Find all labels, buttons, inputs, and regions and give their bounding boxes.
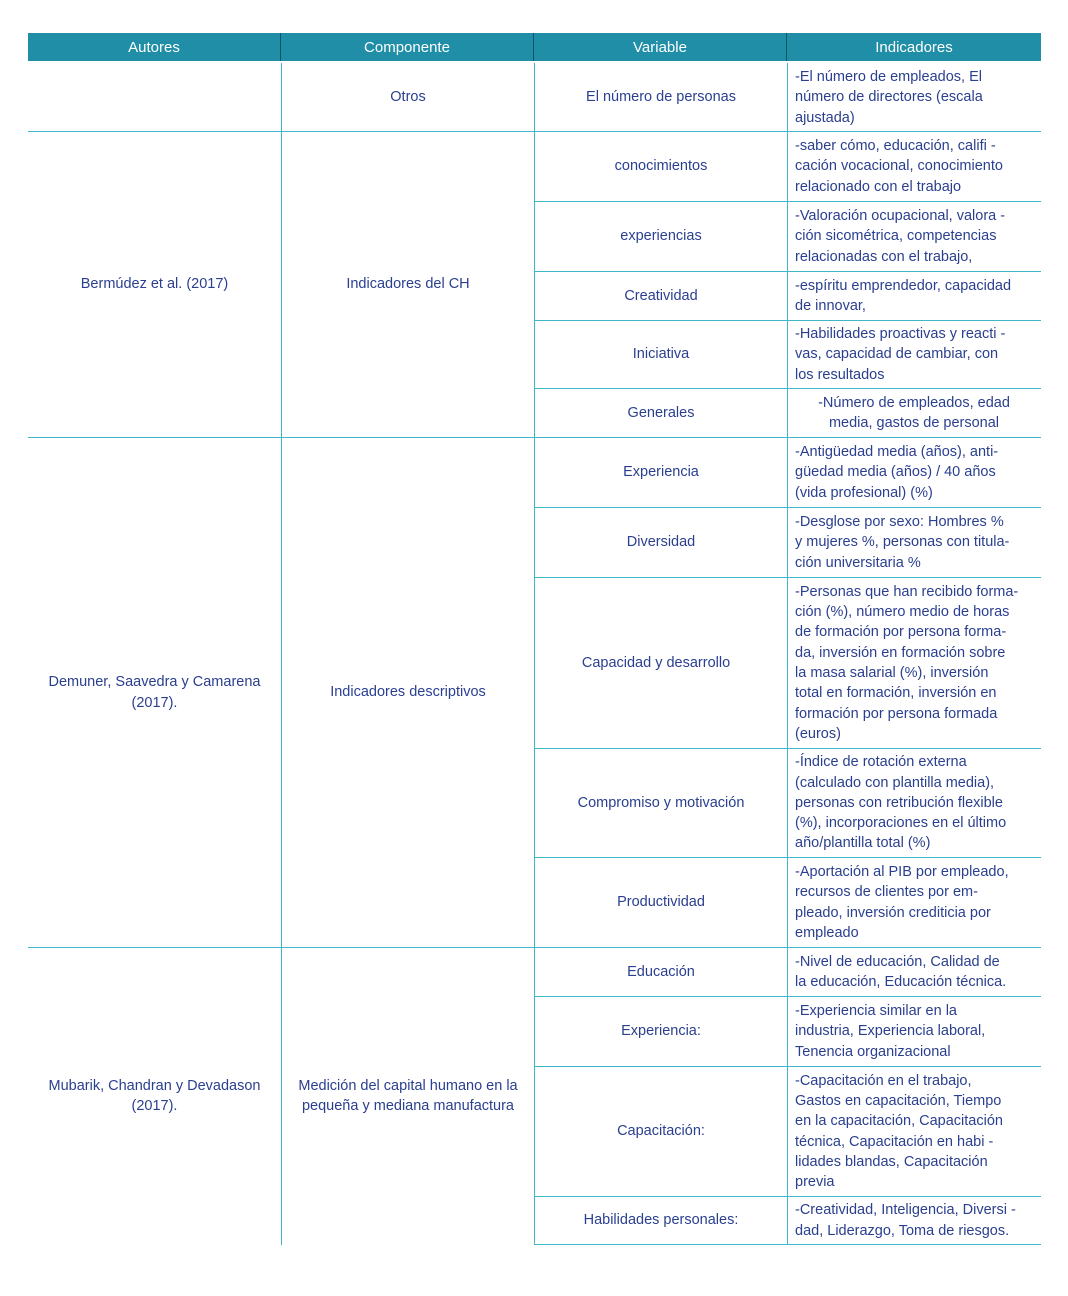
indicadores-cell: -Capacitación en el trabajo, Gastos en capacitación, Tiempo en la capacitación, Capacitación técnica, Capacitación en habi - lidades blandas, Capacitación previa [795,1072,1003,1191]
header-componente: Componente [281,33,534,61]
row-divider [534,1244,1041,1245]
variable-cell: Creatividad [624,287,698,304]
variable-cell: Compromiso y motivación [577,794,745,811]
componente-cell: Medición del capital humano en la pequeña y mediana manufactura [298,1077,518,1114]
variable-cell: conocimientos [614,158,708,175]
variable-cell: Diversidad [626,534,696,551]
variable-cell: Generales [627,404,695,421]
variable-cell: Productividad [617,894,705,911]
variable-cell: El número de personas [586,89,736,106]
variable-cell: Habilidades personales: [583,1212,739,1229]
indicadores-cell: -saber cómo, educación, califi - cación vocacional, conocimiento relacionado con el trabajo [795,138,1003,195]
variable-cell: Capacitación: [617,1123,705,1140]
indicadores-cell: -Personas que han recibido forma- ción (%), número medio de horas de formación por persona forma- da, inversión en formación sobre la masa salarial (%), inversión total en formación, inversión en formación por persona formada (euros) [795,583,1019,742]
indicadores-cell: -Desglose por sexo: Hombres % y mujeres %, personas con titula- ción universitaria % [795,514,1010,571]
indicadores-cell: -espíritu emprendedor, capacidad de innovar, [795,277,1012,314]
indicadores-cell: -Índice de rotación externa (calculado con plantilla media), personas con retribución flexible (%), incorporaciones en el último año/plantilla total (%) [795,754,1007,852]
variable-cell: Experiencia: [621,1023,701,1040]
componente-cell: Otros [390,89,426,106]
indicadores-cell: -Nivel de educación, Calidad de la educación, Educación técnica. [795,953,1007,990]
componente-cell: Indicadores del CH [346,276,470,293]
variable-cell: Experiencia [623,464,699,481]
variable-cell: experiencias [620,228,702,245]
header-indicadores: Indicadores [787,33,1041,61]
indicadores-cell: -Valoración ocupacional, valora - ción sicométrica, competencias relacionadas con el trabajo, [795,208,1006,265]
autor-cell: Demuner, Saavedra y Camarena (2017). [48,674,261,711]
variable-cell: Educación [627,963,695,980]
header-variable: Variable [534,33,787,61]
indicadores-cell: -Aportación al PIB por empleado, recursos de clientes por em- pleado, inversión crediticia por empleado [795,863,1009,941]
header-autores: Autores [28,33,281,61]
indicadores-cell: -El número de empleados, El número de directores (escala ajustada) [795,69,983,126]
indicadores-cell: -Creatividad, Inteligencia, Diversi - dad, Liderazgo, Toma de riesgos. [795,1202,1016,1239]
indicadores-cell: -Antigüedad media (años), anti- güedad media (años) / 40 años (vida profesional) (%) [795,444,999,501]
autor-cell: Mubarik, Chandran y Devadason (2017). [48,1077,261,1114]
autor-cell: Bermúdez et al. (2017) [80,276,229,293]
variable-cell: Iniciativa [632,346,690,363]
indicadores-cell: -Habilidades proactivas y reacti - vas, capacidad de cambiar, con los resultados [795,326,1006,383]
componente-cell: Indicadores descriptivos [330,684,486,701]
indicadores-cell: -Experiencia similar en la industria, Experiencia laboral, Tenencia organizacional [795,1003,986,1060]
variable-cell: Capacidad y desarrollo [581,654,731,671]
column-divider [787,63,788,1245]
indicadores-cell: -Número de empleados, edad media, gastos de personal [818,394,1010,431]
